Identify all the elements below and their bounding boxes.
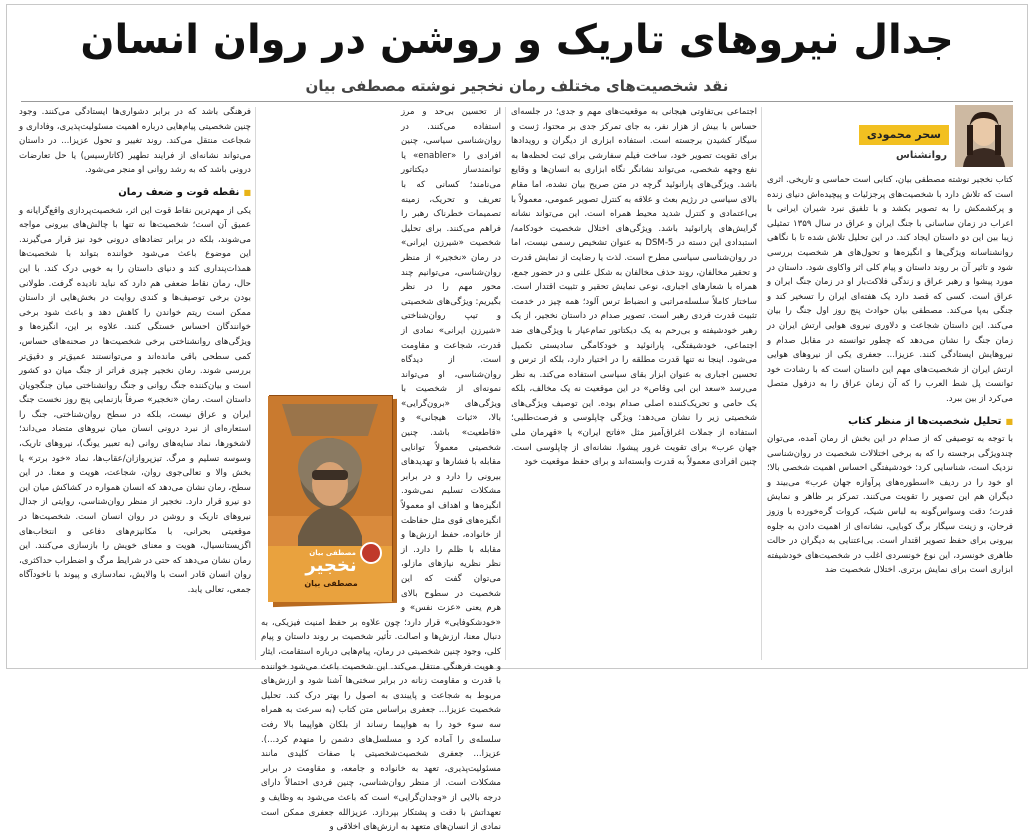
column-1-paragraph-2: با توجه به توصیفی که از صدام در این بخش از رمان آمده، می‌توان چندویژگی برجسته را که به برخی اختلالات شخصیت در روان‌شناسی نزدیک است، شناسایی کرد: خودشیفتگی احساس اهمیت شخصی بالا؛ او خود را در ردیف «اسطوره‌های پرآوازه جهان عرب» می‌بیند و دیگران هم این تصویر را تقویت می‌کنند. تمرکز بر ظاهر و نمایش قدرت؛ دقت وسواس‌گونه به لباس شیک، کروات گره‌خورده با وزوز فرحان، و زینت سیگار برگ کوبایی، نشانه‌ای از اهمیت دادن به جلوه بیرونی برای حفظ تصویر اقتدار است. بی‌اعتنایی به دیگران در حالت ظاهری خونسرد، این نوع خونسردی اغلب در شخصیت‌های خودشیفته ابزاری است برای نمایش برتری. اختلال شخصیت ضد: [767, 434, 1013, 576]
section-heading-strengths-weaknesses: ■ نقطه قوت و ضعف رمان: [19, 186, 251, 201]
book-author: مصطفی بیان: [304, 579, 358, 589]
article-subheadline: نقد شخصیت‌های مختلف رمان نخجیر نوشته مصطفی بیان: [305, 77, 729, 95]
column-4-paragraph-2: یکی از مهم‌ترین نقاط قوت این اثر، شخصیت‌پردازی واقع‌گرایانه و عمیق آن است؛ شخصیت‌ها نه تنها با چالش‌های بیرونی مواجه می‌شوند، بلکه در برابر تضادهای درونی خود نیز قرار می‌گیرند. این موضوع باعث می‌شود خواننده بتواند با شخصیت‌ها همذات‌پنداری کند و دنیای داستان را به خوبی درک کند. با این حال، رمان نقاط ضعفی هم دارد که نباید نادیده گرفت. طولانی بودن برخی توصیف‌ها و کندی روایت در بخش‌هایی از داستان ممکن است ریتم خواندن را کاهش دهد و باعث شود برخی خوانندگان احساس خستگی کنند. علاوه بر این، انگیزه‌ها و ویژگی‌های روانشناختی برخی شخصیت‌ها در صحنه‌های حساس، کمی سطحی باقی مانده‌اند و می‌توانستند عمیق‌تر و دقیق‌تر بررسی شوند. رمان نخجیر چیزی فراتر از جنگ میان دو کشور است و بیان‌کننده جنگ روانی و جنگ روانشناختی میان جنگجویان داستان است. رمان «نخجیر» صرفاً بازنمایی پنج روز نخست جنگ ایران و عراق نیست، بلکه در سطح روان‌شناختی، جنگ را استعاره‌ای از نبرد درونی انسان میان نیروهای متضاد می‌داند؛ لاشخورها، نماد سایه‌های روانی (به تعبیر یونگ)، نیروهای تاریک، وسوسه تسلیم و مرگ. تیزپروازان/عقاب‌ها، نماد «خود برتر» یا بخش والا و تعالی‌جوی روان، شجاعت، هویت و معنا. در این سطح، رمان نشان می‌دهد که انسان همواره در کشاکش میان این دو نیرو قرار دارد. نخجیر از منظر روان‌شناسی، روایتی از جدال نیروهای تاریک و روشن در روان انسان است. شخصیت‌ها در موقعیتی بحرانی، با مکانیزم‌های دفاعی و انتخاب‌های اگزیستانسیال، هویت و معنای خویش را بازسازی می‌کنند. این رمان نشان می‌دهد که حتی در شرایط مرگ و اضطراب حداکثری، روان انسان قادر است با والایش، نمادسازی و پیوند با ناخودآگاه جمعی، تعالی یابد.: [19, 205, 251, 595]
section-heading-character-analysis: ■ تحلیل شخصیت‌ها از منظر کتاب: [767, 415, 1013, 430]
author-name: سحر محمودی: [859, 125, 949, 145]
column-2: [511, 105, 757, 662]
book-title: نخجیر: [305, 555, 357, 577]
book-cover: [269, 395, 393, 601]
column-1-paragraph-1: کتاب نخجیر نوشته مصطفی بیان، کتابی است حماسی و تاریخی. اثری است که تلاش دارد با شخصیت‌های پرجزئیات و پیچیده‌اش دنیای زنده و پرکشمکش را به تصویر بکشد و با تلفیق نبرد شیران ایرانی با اعراب در زمان ساسانی با جنگ ایران و عراق در سال ۱۳۵۹ تمثیلی زیبا بین این دو داستان ایجاد کند. در این تحلیل تلاش شده تا با نگاهی روانشناسانه ویژگی‌ها و انگیزه‌ها و تحول‌های هر شخصیت بررسی شود و تاثیر آن بر روند داستان و پیام کلی اثر واکاوی شود. داستان در مورد پیشوا و رهبر عراق و زندگی فلاکت‌بار او در زمان جنگ ایران و عراق است. کسی که قصد دارد یک هفته‌ای ایران را تسخیر کند و جنگی به‌پا می‌کند. مصطفی بیان حوادث پنج روز اول جنگ را بیان می‌کند. این داستان شجاعت و دلاوری نیروی هوایی ارتش ایران در زمان جنگ را نشان می‌دهد که چطور توانسته در مقابل صدام و نیروهایش ایستادگی کنند. عزیزا... جعفری یکی از نیروهای هوایی ارتش ایران از شخصیت‌های مهم این داستان است که با رشادت خود توانست پل شط العرب را که آن زمان عراق را به دزفول متصل می‌کرد از بین ببرد.: [767, 175, 1013, 404]
column-3-paragraph-1: از تحسین بی‌حد و مرز استفاده می‌کنند. در روان‌شناسی سیاسی، چنین افرادی را «enabler» یا توانمندساز دیکتاتور می‌نامند؛ کسانی که با تعریف و تحریک، زمینه تصمیمات خطرناک رهبر را فراهم می‌کنند. برای تحلیل شخصیت «شیرزن ایرانی» در رمان «نخجیر» از منظر روان‌شناسی، می‌توانیم چند محور مهم را در نظر بگیریم: ویژگی‌های شخصیتی و تیپ روان‌شناختی «شیرزن ایرانی» نمادی از قدرت، شجاعت و مقاومت است. از دیدگاه روان‌شناسی، او می‌تواند نمونه‌ای از شخصیت با ویژگی‌های «برون‌گرایی» بالا، «ثبات هیجانی» و «قاطعیت» باشد. چنین شخصیتی معمولاً توانایی مقابله با فشارها و تهدیدهای بیرونی را دارد و در برابر مشکلات تسلیم نمی‌شود. انگیزه‌ها و اهداف او معمولاً انگیزه‌های قوی مثل حفاظت از خانواده، حفظ ارزش‌ها و مقابله با ظلم را دارد. از نظر نظریه نیازهای مازلو، می‌توان گفت که این شخصیت در سطوح بالای هرم یعنی «عزت نفس» و «خودشکوفایی» قرار دارد؛ چون علاوه بر حفظ امنیت فیزیکی، به دنبال معنا، ارزش‌ها و اصالت. تأثیر شخصیت بر روند داستان و پیام کلی، وجود چنین شخصیتی در رمان، پیام‌هایی درباره استقامت، ایثار و هویت فرهنگی منتقل می‌کند. این شخصیت باعث می‌شود خواننده با قدرت و مقاومت زنانه در برابر سختی‌ها آشنا شود و ارزش‌های مربوط به شجاعت و پایبندی به اصول را بهتر درک کند. تحلیل شخصیت عزیزا... جعفری براساس متن کتاب (به سرعت به همراه سه سوء خود را به هواپیما رساند از بلکان هواپیما بالا رفت سلسله‌ی را آماده کرد و مسلسل‌های دشمن را منهدم کرد...). عزیزا... جعفری شخصیت‌شخصیتی با صفات کلیدی مانند مسئولیت‌پذیری، تعهد به خانواده و جامعه، و مقاومت در برابر مشکلات است. از منظر روان‌شناسی، چنین فردی احتمالاً دارای درجه بالایی از «وجدان‌گرایی» است که باعث می‌شود به وظایف و تعهداتش با دقت و پشتکار بپردازد. عزیزالله جعفری ممکن است نمادی از انسان‌های متعهد به ارزش‌های اخلاقی و: [261, 107, 501, 833]
column-4: [19, 105, 251, 662]
book-cover-figure: [269, 395, 401, 609]
header-rule: [21, 101, 1013, 102]
column-divider: [761, 107, 762, 660]
column-4-paragraph-1: فرهنگی باشد که در برابر دشواری‌ها ایستادگی می‌کنند. وجود چنین شخصیتی پیام‌هایی درباره اهمیت مسئولیت‌پذیری، وفاداری و شجاعت منتقل می‌کند. روند تغییر و تحول عزیزا... در داستان می‌تواند نشانه‌ای از فرایند تطهیر (کاتارسیس) یا حل تعارضات درونی باشد که به رشد روانی او منجر می‌شود.: [19, 107, 251, 176]
column-divider: [255, 107, 256, 660]
author-portrait-icon: [955, 105, 1013, 167]
article-headline: جدال نیروهای تاریک و روشن در روان انسان: [80, 17, 954, 63]
column-3: [261, 105, 501, 833]
column-divider: [505, 107, 506, 660]
column-2-paragraph-1: اجتماعی بی‌تفاوتی هیجانی به موقعیت‌های مهم و جدی؛ در جلسه‌ای حساس با بیش از هزار نفر، به جای تمرکز جدی بر محتوا، ژست و سیگار کشیدن برجسته است. استفاده ابزاری از دیگران و رویدادها برای تقویت تصویر خود، ساخت فیلم سفارشی برای ثبت لحظه‌ها به نفع وجهه شخصی، می‌تواند نشانگر نگاه ابزاری به انسان‌ها و وقایع باشد. ویژگی‌های پارانوئید گرچه در متن صریح بیان نشده، اما مقام بالای سیاسی در رژیم بعث و علاقه به کنترل تصویر عمومی، معمولاً با بی‌اعتمادی و کنترل شدید محیط همراه است. این می‌تواند نشانه گرایش‌های پارانوئید باشد. ویژگی‌های اختلال شخصیت خودکامه/استبدادی این دسته در DSM-5 به عنوان تشخیص رسمی نیست، اما در روان‌شناسی سیاسی مطرح است. لذت یا رضایت از نمایش قدرت و تحقیر مخالفان، روند حذف مخالفان به شکل علنی و در حضور جمع، همراه با شعارهای اجباری، نوعی نمایش تحقیر و تثبیت اقتدار است. ساختار کاملاً سلسله‌مراتبی و انضباط ترس آلود؛ همه چیز در خدمت تثبیت قدرت فردی رهبر است. تصویر صدام در داستان نخجیر، از یک رهبر خودشیفته و بی‌رحم به یک دیکتاتور تمام‌عیار با ویژگی‌های ضد اجتماعی، خودشیفتگی، پارانوئید و خودکامگی سادیستی تکمیل می‌شود. اینجا نه تنها قدرت مطلقه را در اختیار دارد، بلکه از ترس و تحسین اجباری به عنوان ابزار بقای سیاسی استفاده می‌کند. به نظر می‌رسد «سعد ابن ابی وقاص» در این موقعیت نه یک مخالف، بلکه یک حامی و تحریک‌کننده اصلی صدام بوده. این توصیف ویژگی‌های شخصیتی زیر را نشان می‌دهد: ویژگی چاپلوسی و فرصت‌طلبی؛ استفاده از جملات اغراق‌آمیز مثل «فاتح ایران» یا «قهرمان ملی جهان عرب» برای تقویت غرور پیشوا. نشانه‌ای از چاپلوسی است. چنین افرادی معمولاً به قدرت وابسته‌اند و برای حفظ موقعیت خود: [511, 107, 757, 468]
author-box: [767, 105, 1013, 169]
newspaper-page: [6, 4, 1028, 833]
column-1: [767, 105, 1013, 662]
book-series-label: مصطفی بیان: [309, 549, 356, 557]
author-role: روانشناس: [896, 150, 947, 161]
